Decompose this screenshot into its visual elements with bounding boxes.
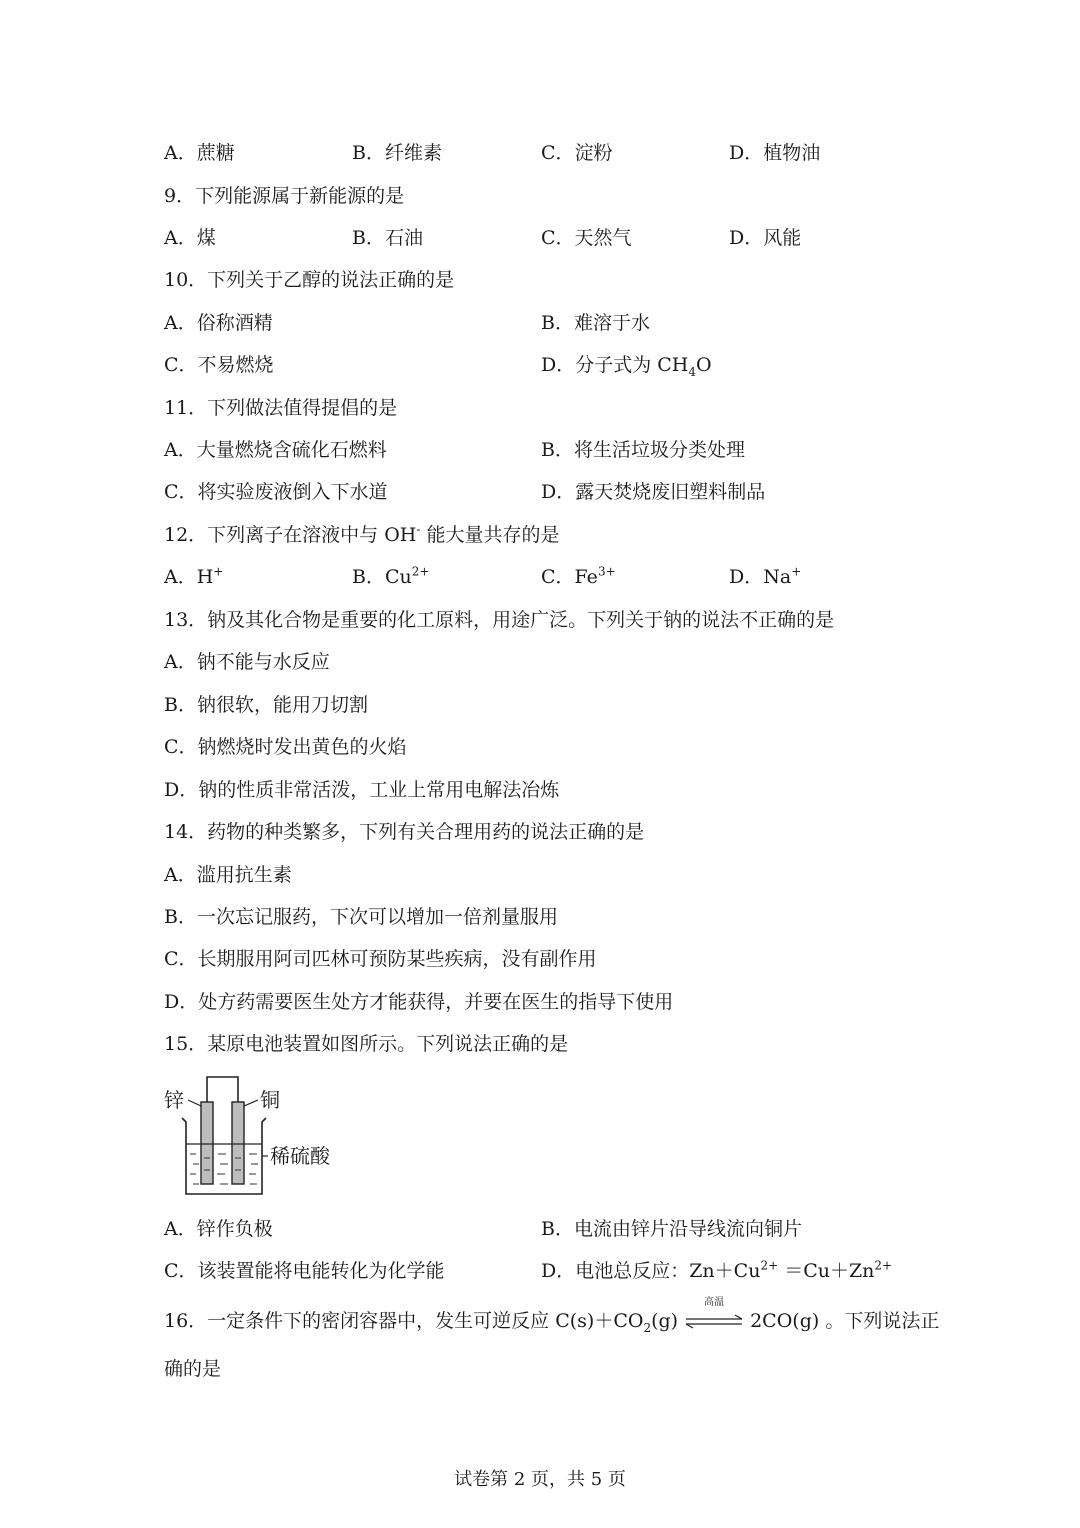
zinc-leader (188, 1100, 201, 1106)
q12-b-text: B．Cu (352, 566, 412, 588)
q14-option-d: D．处方药需要医生处方才能获得，并要在医生的指导下使用 (164, 991, 674, 1013)
q15-d-text-mid: ＝Cu＋Zn (778, 1260, 875, 1282)
q13-stem: 13．钠及其化合物是重要的化工原料，用途广泛。下列关于钠的说法不正确的是 (164, 609, 835, 631)
q12-c-charge: 3+ (597, 564, 616, 579)
acid-label: 稀硫酸 (270, 1144, 330, 1168)
q13-option-a: A．钠不能与水反应 (164, 651, 330, 673)
q14-option-c: C．长期服用阿司匹林可预防某些疾病，没有副作用 (164, 948, 597, 970)
q12-d-text: D．Na (729, 566, 792, 588)
q8-option-a: A．蔗糖 (164, 142, 235, 164)
reaction-condition: 高温 (704, 1297, 725, 1308)
q14-option-a: A．滥用抗生素 (164, 864, 292, 886)
q9-option-c: C．天然气 (541, 227, 632, 249)
q12-stem-superscript: - (416, 522, 421, 537)
q12-option-d (729, 564, 801, 590)
q15-stem: 15．某原电池装置如图所示。下列说法正确的是 (164, 1033, 569, 1055)
q10-d-text-end: O (696, 354, 712, 376)
q9-option-b: B．石油 (352, 227, 423, 249)
q13-option-b: B．钠很软，能用刀切割 (164, 694, 368, 716)
q11-option-a: A．大量燃烧含硫化石燃料 (164, 439, 387, 461)
q10-option-d (541, 352, 712, 378)
beaker (182, 1118, 266, 1194)
q12-stem (164, 522, 559, 548)
q13-option-d: D．钠的性质非常活泼，工业上常用电解法冶炼 (164, 779, 560, 801)
q9-stem: 9．下列能源属于新能源的是 (164, 185, 405, 207)
copper-leader (244, 1100, 258, 1106)
q9-option-a: A．煤 (164, 227, 216, 249)
q14-option-b: B．一次忘记服药，下次可以增加一倍剂量服用 (164, 906, 558, 928)
equilibrium-arrows-icon (682, 1309, 746, 1335)
q12-stem-text-end: 能大量共存的是 (420, 524, 560, 546)
q8-option-d: D．植物油 (729, 142, 821, 164)
q15-d-charge-2: 2+ (874, 1258, 893, 1273)
zinc-electrode (201, 1102, 213, 1184)
q10-option-c: C．不易燃烧 (164, 354, 274, 376)
q15-option-b: B．电流由锌片沿导线流向铜片 (541, 1218, 802, 1240)
q10-option-a: A．俗称酒精 (164, 312, 273, 334)
q12-option-b (352, 564, 429, 590)
q16-stem-text-end: 2CO(g) 。下列说法正 (750, 1310, 940, 1332)
liquid-pattern (190, 1154, 258, 1184)
q16-stem-mid: (g) (651, 1310, 679, 1332)
galvanic-cell-figure (160, 1070, 360, 1200)
q11-option-c: C．将实验废液倒入下水道 (164, 481, 388, 503)
q11-option-b: B．将生活垃圾分类处理 (541, 439, 745, 461)
q8-option-c: C．淀粉 (541, 142, 613, 164)
q10-stem: 10．下列关于乙醇的说法正确的是 (164, 269, 455, 291)
copper-label: 铜 (260, 1088, 280, 1112)
q12-a-text: A．H (164, 566, 214, 588)
q15-d-text: D．电池总反应：Zn＋Cu (541, 1260, 761, 1282)
q10-d-subscript: 4 (688, 364, 697, 379)
q10-option-b: B．难溶于水 (541, 312, 650, 334)
q15-option-a: A．锌作负极 (164, 1218, 273, 1240)
q12-stem-text: 12．下列离子在溶液中与 OH (164, 524, 417, 546)
q16-stem (164, 1297, 940, 1335)
reversible-arrow (682, 1297, 746, 1335)
q14-stem: 14．药物的种类繁多，下列有关合理用药的说法正确的是 (164, 821, 645, 843)
page-footer: 试卷第 2 页，共 5 页 (454, 1469, 626, 1490)
q16-stem-text: 16．一定条件下的密闭容器中，发生可逆反应 C(s)＋CO (164, 1310, 644, 1332)
q15-option-c: C．该装置能将电能转化为化学能 (164, 1260, 445, 1282)
q16-subscript: 2 (643, 1320, 652, 1335)
q12-a-charge: + (213, 564, 224, 579)
q9-option-d: D．风能 (729, 227, 802, 249)
q12-b-charge: 2+ (411, 564, 430, 579)
q15-d-charge-1: 2+ (760, 1258, 779, 1273)
zinc-label: 锌 (164, 1088, 184, 1112)
q12-option-c (541, 564, 616, 590)
q13-option-c: C．钠燃烧时发出黄色的火焰 (164, 736, 407, 758)
q12-c-text: C．Fe (541, 566, 598, 588)
q12-option-a (164, 564, 223, 590)
q8-option-b: B．纤维素 (352, 142, 442, 164)
q12-d-charge: + (791, 564, 802, 579)
q11-stem: 11．下列做法值得提倡的是 (164, 397, 398, 419)
q15-option-d (541, 1258, 892, 1284)
q16-stem-line2: 确的是 (164, 1358, 222, 1380)
q11-option-d: D．露天焚烧废旧塑料制品 (541, 481, 766, 503)
copper-electrode (232, 1102, 244, 1184)
q10-d-text: D．分子式为 CH (541, 354, 689, 376)
